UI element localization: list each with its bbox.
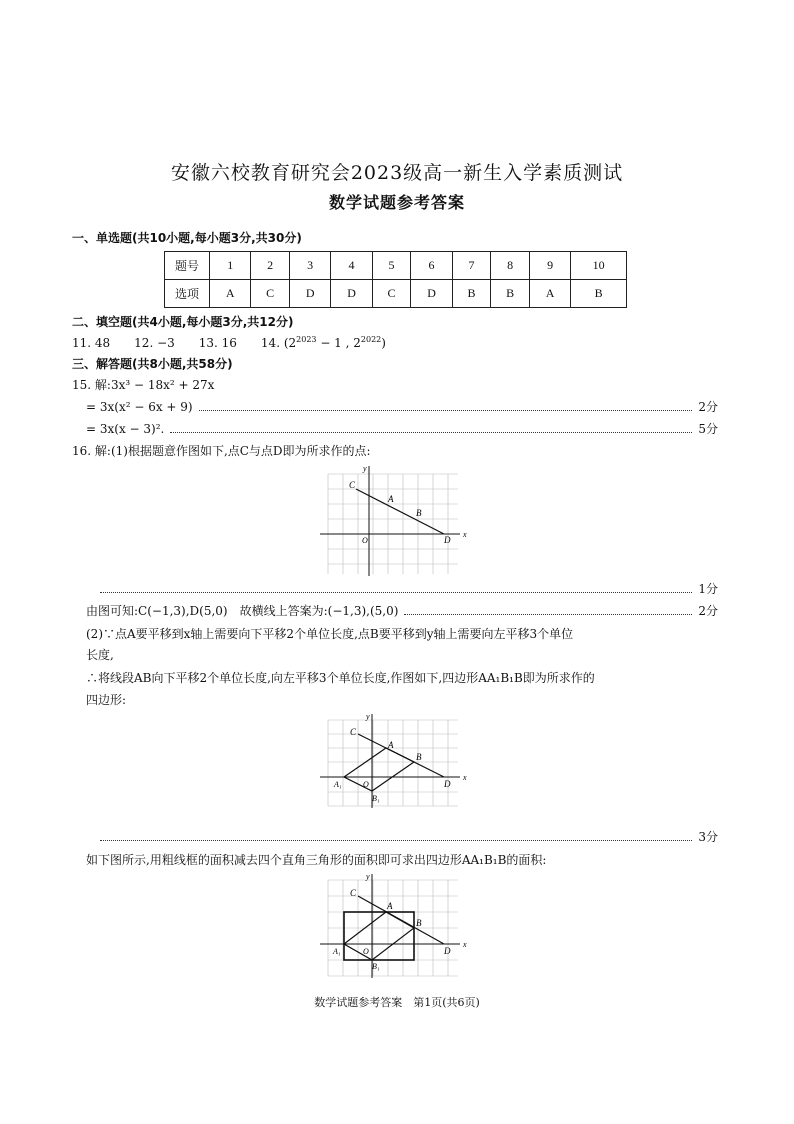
fill-answers-mid: − 1 , 2 xyxy=(316,336,361,350)
grid-lines xyxy=(328,720,458,806)
point-d-label: D xyxy=(444,946,451,956)
table-cell-choice: B xyxy=(571,280,627,308)
quadrilateral-aa1b1b xyxy=(344,912,414,960)
section-2-heading: 二、填空题(共4小题,每小题3分,共12分) xyxy=(72,315,294,329)
y-axis-label: y xyxy=(363,464,367,473)
table-cell-number: 7 xyxy=(452,252,491,280)
point-b-label: B xyxy=(416,508,422,518)
score-line-3 xyxy=(100,829,718,845)
table-cell-number: 2 xyxy=(251,252,290,280)
document-subtitle: 数学试题参考答案 xyxy=(328,193,465,212)
q15-line-1: 15. 解:3x³ − 18x² + 27x xyxy=(72,378,215,392)
table-cell-number: 9 xyxy=(529,252,570,280)
y-axis-label: y xyxy=(366,872,370,881)
point-b-label: B xyxy=(416,918,422,928)
table-cell-choice: A xyxy=(529,280,570,308)
q15-line-3 xyxy=(86,421,718,437)
document-title: 安徽六校教育研究会2023级高一新生入学素质测试 xyxy=(170,162,624,184)
leader-dots xyxy=(100,840,692,841)
table-cell-number: 4 xyxy=(331,252,372,280)
q16-part2-line-3: ∴将线段AB向下平移2个单位长度,向左平移3个单位长度,作图如下,四边形AA₁B₁B即为所求作的 xyxy=(86,671,595,685)
section-1-heading: 一、单选题(共10小题,每小题3分,共30分) xyxy=(72,231,302,245)
table-cell-choice: C xyxy=(372,280,411,308)
origin-label: O xyxy=(363,780,369,789)
grid-lines xyxy=(328,474,458,574)
point-a-label: A xyxy=(388,740,394,750)
table-choice-label: 选项 xyxy=(165,280,210,308)
q15-step-3: = 3x(x − 3)². xyxy=(86,422,165,436)
answer-table xyxy=(164,251,627,308)
table-cell-number: 3 xyxy=(289,252,330,280)
q16-result: 由图可知:C(−1,3),D(5,0) 故横线上答案为:(−1,3),(5,0) xyxy=(86,604,399,618)
answer-table-header-row xyxy=(165,252,627,280)
coordinate-graph-2 xyxy=(320,712,470,812)
fill-answers-end: ) xyxy=(381,336,386,350)
origin-label: O xyxy=(362,536,368,545)
score-label: 2分 xyxy=(698,400,718,414)
q15-line-2 xyxy=(86,399,718,415)
table-cell-number: 8 xyxy=(491,252,530,280)
coordinate-graph-3 xyxy=(320,872,470,982)
q16-intro: 16. 解:(1)根据题意作图如下,点C与点D即为所求作的点: xyxy=(72,444,371,458)
q16-part2-line-1: (2)∵点A要平移到x轴上需要向下平移2个单位长度,点B要平移到y轴上需要向左平移3个单位 xyxy=(86,627,574,641)
leader-dots xyxy=(404,614,692,615)
point-a1-label: A₁ xyxy=(333,947,341,956)
point-a1-label: A₁ xyxy=(334,780,342,789)
table-cell-number: 5 xyxy=(372,252,411,280)
score-line-1 xyxy=(100,581,718,597)
origin-label: O xyxy=(363,947,369,956)
fill-exponent-2: 2022 xyxy=(360,335,382,344)
point-c-label: C xyxy=(349,480,356,490)
section-3-heading: 三、解答题(共8小题,共58分) xyxy=(72,357,233,371)
fill-in-answers xyxy=(72,335,386,351)
table-cell-choice: D xyxy=(411,280,452,308)
table-cell-choice: B xyxy=(491,280,530,308)
fill-answers-prefix: 11. 48 12. −3 13. 16 14. (2 xyxy=(72,336,297,350)
coordinate-graph-1 xyxy=(320,464,470,579)
score-label: 5分 xyxy=(698,422,718,436)
leader-dots xyxy=(100,592,692,593)
table-cell-choice: C xyxy=(251,280,290,308)
table-cell-choice: D xyxy=(289,280,330,308)
table-header-label: 题号 xyxy=(165,252,210,280)
fill-exponent-1: 2023 xyxy=(296,335,317,344)
table-cell-number: 10 xyxy=(571,252,627,280)
score-label: 3分 xyxy=(698,830,718,844)
q16-part2-line-4: 四边形: xyxy=(86,693,127,707)
point-c-label: C xyxy=(350,727,357,737)
table-cell-choice: B xyxy=(452,280,491,308)
grid-lines xyxy=(328,880,458,976)
x-axis-label: x xyxy=(463,940,467,949)
page-footer: 数学试题参考答案 第1页(共6页) xyxy=(314,996,480,1009)
leader-dots xyxy=(199,410,693,411)
point-c-label: C xyxy=(350,888,357,898)
q16-part3-text: 如下图所示,用粗线框的面积减去四个直角三角形的面积即可求出四边形AA₁B₁B的面积: xyxy=(86,853,547,867)
table-cell-choice: D xyxy=(331,280,372,308)
score-label: 2分 xyxy=(698,604,718,618)
x-axis-label: x xyxy=(463,773,467,782)
x-axis-label: x xyxy=(463,530,467,539)
table-cell-number: 1 xyxy=(210,252,251,280)
y-axis-label: y xyxy=(366,712,370,721)
q15-step-2: = 3x(x² − 6x + 9) xyxy=(86,400,193,414)
answer-table-choice-row xyxy=(165,280,627,308)
point-a-label: A xyxy=(388,494,394,504)
point-a-label: A xyxy=(387,901,393,911)
table-cell-number: 6 xyxy=(411,252,452,280)
point-d-label: D xyxy=(444,779,451,789)
q16-result-line xyxy=(86,603,718,619)
q16-part2-line-2: 长度, xyxy=(86,648,114,662)
point-b1-label: B₁ xyxy=(372,794,380,803)
leader-dots xyxy=(170,432,692,433)
point-b-label: B xyxy=(416,752,422,762)
point-d-label: D xyxy=(444,535,451,545)
point-b1-label: B₁ xyxy=(372,962,380,971)
quadrilateral-aa1b1b xyxy=(344,748,414,791)
score-label: 1分 xyxy=(698,582,718,596)
table-cell-choice: A xyxy=(210,280,251,308)
